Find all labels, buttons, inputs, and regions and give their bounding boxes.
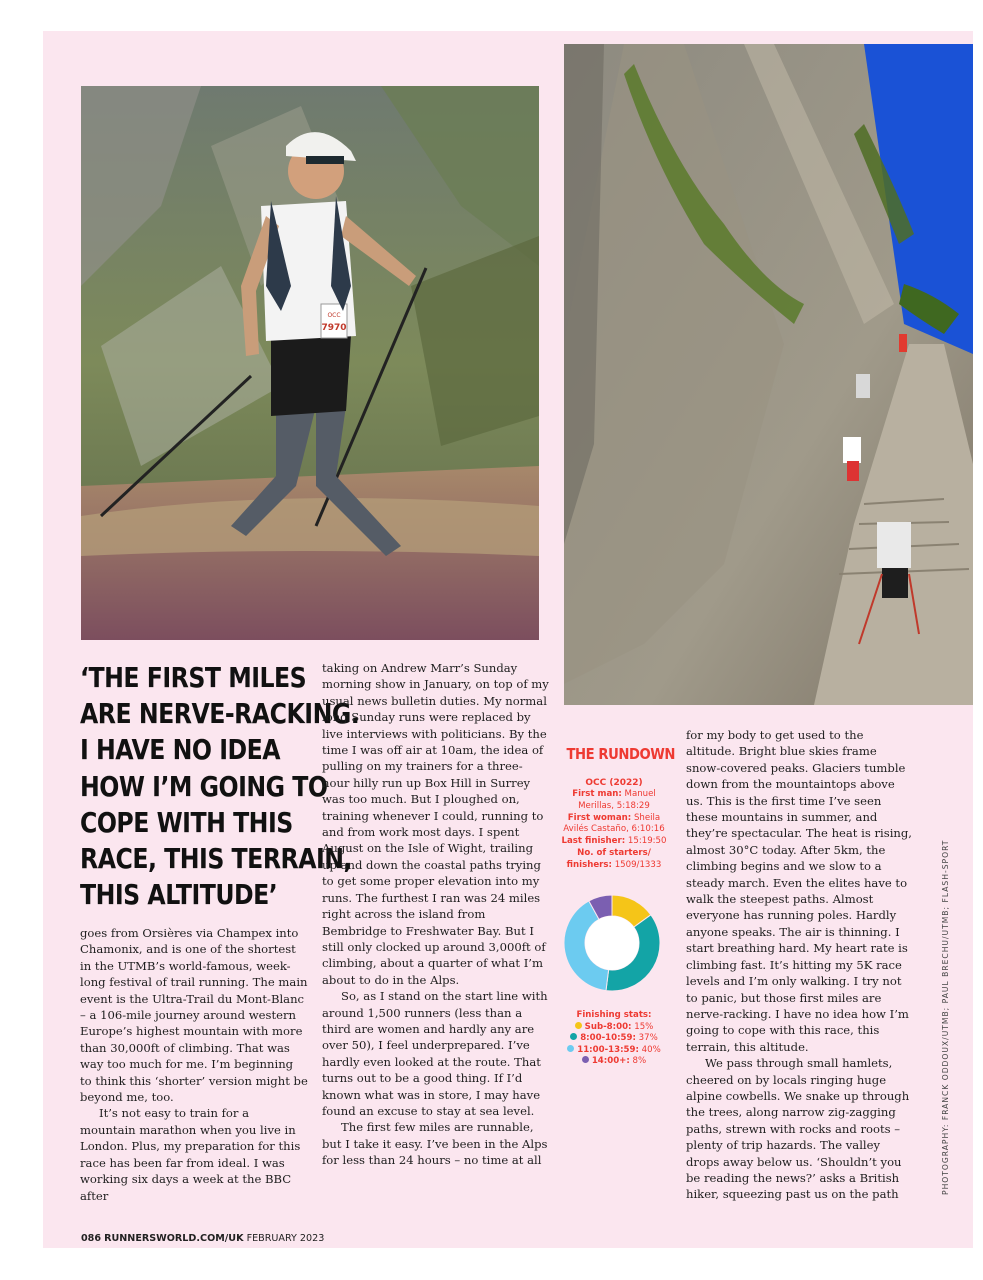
paragraph: So, as I stand on the start line with around 1,500 runners (less than a third are women and hardly any are over 50), I feel underprepared. I’ve hardly even looked at the route. That turns out to be a good thing. If I’d known what was in store, I may have found an excuse to stay at sea level. xyxy=(322,989,548,1118)
label: First woman: xyxy=(567,812,632,823)
stat-label: 14:00+: xyxy=(591,1056,630,1067)
quote-line: I HAVE NO IDEA xyxy=(80,734,281,767)
rundown-starters xyxy=(560,848,668,872)
site-name: RUNNERSWORLD.COM/UK xyxy=(104,1233,244,1244)
paragraph: for my body to get used to the altitude. Bright blue skies frame snow-covered peaks. Glaciers tumble down from the mountaintops above us. This is the first time I’ve seen these mountains in summer, and they’re spectacular. The heat is rising, almost 30°C today. After 5km, the climbing begins and we slow to a steady march. Even the elites have to walk the steepest paths. Almost everyone has running poles. Hardly anyone speaks. The air is thinning. I start breathing hard. My heart rate is climbing fast. It’s hitting my 5K race levels and I’m only walking. I try not to panic, but those first miles are nerve-racking. I have no idea how I’m going to cope with this race, this terrain, this altitude. xyxy=(686,728,912,1054)
pull-quote xyxy=(80,660,360,913)
bib-number: 7970 xyxy=(321,323,347,333)
photo-credit: PHOTOGRAPHY: FRANCK ODDOUX/UTMB; PAUL BRECHU/UTMB; FLASH-SPORT xyxy=(941,839,950,1195)
paragraph: We pass through small hamlets, cheered on by locals ringing huge alpine cowbells. We snake up through the trees, along narrow zig-zagging paths, strewn with rocks and roots – plenty of trip hazards. The valley drops away below us. ‘Shouldn’t you be reading the news?’ asks a British hiker, squeezing past us on the path xyxy=(686,1056,910,1202)
hiker-photo xyxy=(81,86,539,640)
rundown-first-woman xyxy=(560,813,668,837)
issue-date: FEBRUARY 2023 xyxy=(246,1233,325,1244)
rundown-last-finisher xyxy=(560,836,668,848)
quote-line: COPE WITH THIS xyxy=(80,806,293,839)
quote-line: RACE, THIS TERRAIN, xyxy=(80,843,353,876)
quote-line: THIS ALTITUDE’ xyxy=(80,879,278,912)
value: 15:19:50 xyxy=(627,836,667,847)
quote-line: ‘THE FIRST MILES xyxy=(80,662,307,694)
paragraph: The first few miles are runnable, but I take it easy. I’ve been in the Alps for less than 24 hours – no time at all xyxy=(322,1120,548,1168)
value: 1509/1333 xyxy=(614,859,662,870)
rundown-race: OCC (2022) xyxy=(585,778,643,788)
quote-line: ARE NERVE-RACKING. xyxy=(80,698,360,731)
value: Sheila Avilés Castaño, 6:10:16 xyxy=(563,812,665,835)
stat-row xyxy=(560,1045,668,1057)
finishing-stats xyxy=(560,1010,668,1068)
stat-row xyxy=(560,1033,668,1045)
legend-dot xyxy=(567,1045,574,1052)
legend-dot xyxy=(575,1022,582,1029)
donut-hole xyxy=(585,916,639,970)
stat-row xyxy=(560,1022,668,1034)
stat-row xyxy=(560,1056,668,1068)
body-column-3 xyxy=(686,727,912,1203)
label: No. of starters/ finishers: xyxy=(566,847,651,870)
paragraph: goes from Orsières via Champex into Chamonix, and is one of the shortest in the UTMB’s world-famous, week-long festival of trail running. The main event is the Ultra-Trail du Mont-Blanc – a 106-mile journey around western Europe’s highest mountain with more than 30,000ft of climbing. That was way too much for me. I’m beginning to think this ‘shorter’ version might be beyond me, too. xyxy=(80,926,308,1105)
bib-label: OCC xyxy=(327,312,341,319)
value: Manuel Merillas, 5:18:29 xyxy=(578,789,656,811)
stats-title: Finishing stats: xyxy=(576,1010,652,1020)
body-column-2 xyxy=(322,660,550,1169)
rundown-first-man xyxy=(560,789,668,813)
legend-dot xyxy=(570,1033,577,1040)
label: Last finisher: xyxy=(561,836,626,847)
trail-photo xyxy=(564,44,973,705)
paragraph: It’s not easy to train for a mountain marathon when you live in London. Plus, my preparation for this race has been far from ideal. I was working six days a week at the BBC after xyxy=(80,1106,301,1203)
rundown-box xyxy=(560,745,676,872)
legend-dot xyxy=(582,1056,589,1063)
stat-value: 40% xyxy=(641,1044,661,1055)
stat-value: 15% xyxy=(634,1021,654,1032)
rundown-title: THE RUNDOWN xyxy=(566,745,676,763)
page-number: 086 xyxy=(81,1233,102,1244)
stat-value: 8% xyxy=(632,1056,647,1067)
body-column-1 xyxy=(80,925,308,1204)
paragraph: taking on Andrew Marr’s Sunday morning show in January, on top of my usual news bulletin duties. My normal long Sunday runs were replaced by live interviews with politicians. By the time I was off air at 10am, the idea of pulling on my trainers for a three-hour hilly run up Box Hill in Surrey was too much. But I ploughed on, training whenever I could, running to and from work most days. I spent August on the Isle of Wight, trailing up and down the coastal paths trying to get some proper elevation into my runs. The furthest I ran was 24 miles right across the island from Bembridge to Freshwater Bay. But I still only clocked up around 3,000ft of climbing, about a quarter of what I’m about to do in the Alps. xyxy=(322,661,549,987)
stat-label: Sub-8:00: xyxy=(584,1021,632,1032)
finishing-stats-donut xyxy=(562,893,662,993)
stat-label: 8:00-10:59: xyxy=(580,1033,636,1044)
quote-line: HOW I’M GOING TO xyxy=(80,770,328,803)
stat-label: 11:00-13:59: xyxy=(577,1044,639,1055)
label: First man: xyxy=(572,789,622,799)
stat-value: 37% xyxy=(638,1033,658,1044)
page-footer xyxy=(81,1233,324,1244)
